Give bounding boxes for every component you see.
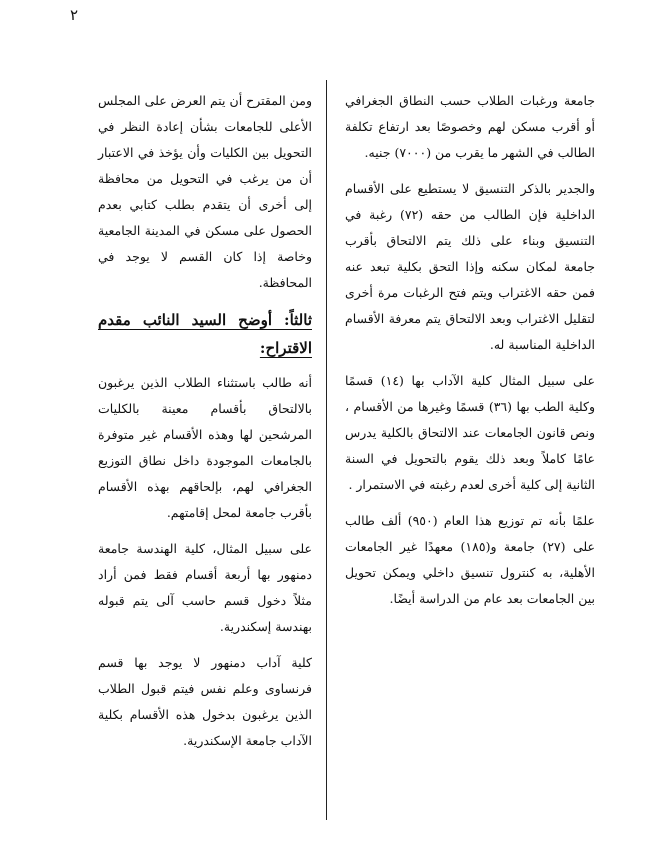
right-column [345,88,595,622]
section-heading: ثالثاً: أوضح السيد النائب مقدم الاقتراح: [98,311,312,357]
paragraph: والجدير بالذكر التنسيق لا يستطيع على الأقسام الداخلية فإن الطالب من حقه (٧٢) رغبة في التنسيق وبناء على ذلك يتم الالتحاق بأقرب جامعة لمكان سكنه وإذا التحق بكلية تبعد عنه فمن حقه الاغتراب ويتم فتح الرغبات مرة أخرى لتقليل الاغتراب وبعد الالتحاق يتم معرفة الأقسام الداخلية المناسبة له. [345,181,595,352]
page-number: ٢ [70,6,79,24]
left-column [98,88,312,764]
paragraph: كلية آداب دمنهور لا يوجد بها قسم فرنساوى وعلم نفس فيتم قبول الطلاب الذين يرغبون بدخول هذه الأقسام بكلية الآداب جامعة الإسكندرية. [98,655,312,748]
column-divider [326,80,327,820]
paragraph: على سبيل المثال كلية الآداب بها (١٤) قسمًا وكلية الطب بها (٣٦) قسمًا وغيرها من الأقسام ، ونص قانون الجامعات عند الالتحاق بالكلية يدرس عامًا كاملاً وبعد ذلك يقوم بالتحويل في السنة الثانية إلى كلية أخرى لعدم رغبته في الاستمرار . [345,373,595,492]
paragraph: على سبيل المثال، كلية الهندسة جامعة دمنهور بها أربعة أقسام فقط فمن أراد مثلاً دخول قسم حاسب آلى يتم قبوله بهندسة إسكندرية. [98,541,312,634]
paragraph: جامعة ورغبات الطلاب حسب النطاق الجغرافي أو أقرب مسكن لهم وخصوصًا بعد ارتفاع تكلفة الطالب في الشهر ما يقرب من (٧٠٠٠) جنيه. [345,93,595,160]
paragraph: علمًا بأنه تم توزيع هذا العام (٩٥٠) ألف طالب على (٢٧) جامعة و(١٨٥) معهدًا غير الجامعات الأهلية، به كنترول تنسيق داخلي ويمكن تحويل بين الجامعات بعد عام من الدراسة أيضًا. [345,513,595,606]
paragraph: ومن المقترح أن يتم العرض على المجلس الأعلى للجامعات بشأن إعادة النظر في التحويل بين الكليات وأن يؤخذ في الاعتبار أن من يرغب في التحويل من محافظة إلى أخرى أن يتقدم بطلب كتابي بعدم الحصول على مسكن في المدينة الجامعية وخاصة إذا كان القسم لا يوجد في المحافظة. [98,93,312,290]
paragraph: أنه طالب باستثناء الطلاب الذين يرغبون بالالتحاق بأقسام معينة بالكليات المرشحين لها وهذه الأقسام غير متوفرة بالجامعات الموجودة داخل نطاق التوزيع الجغرافي لهم، بإلحاقهم بهذه الأقسام بأقرب جامعة لمحل إقامتهم. [98,375,312,520]
